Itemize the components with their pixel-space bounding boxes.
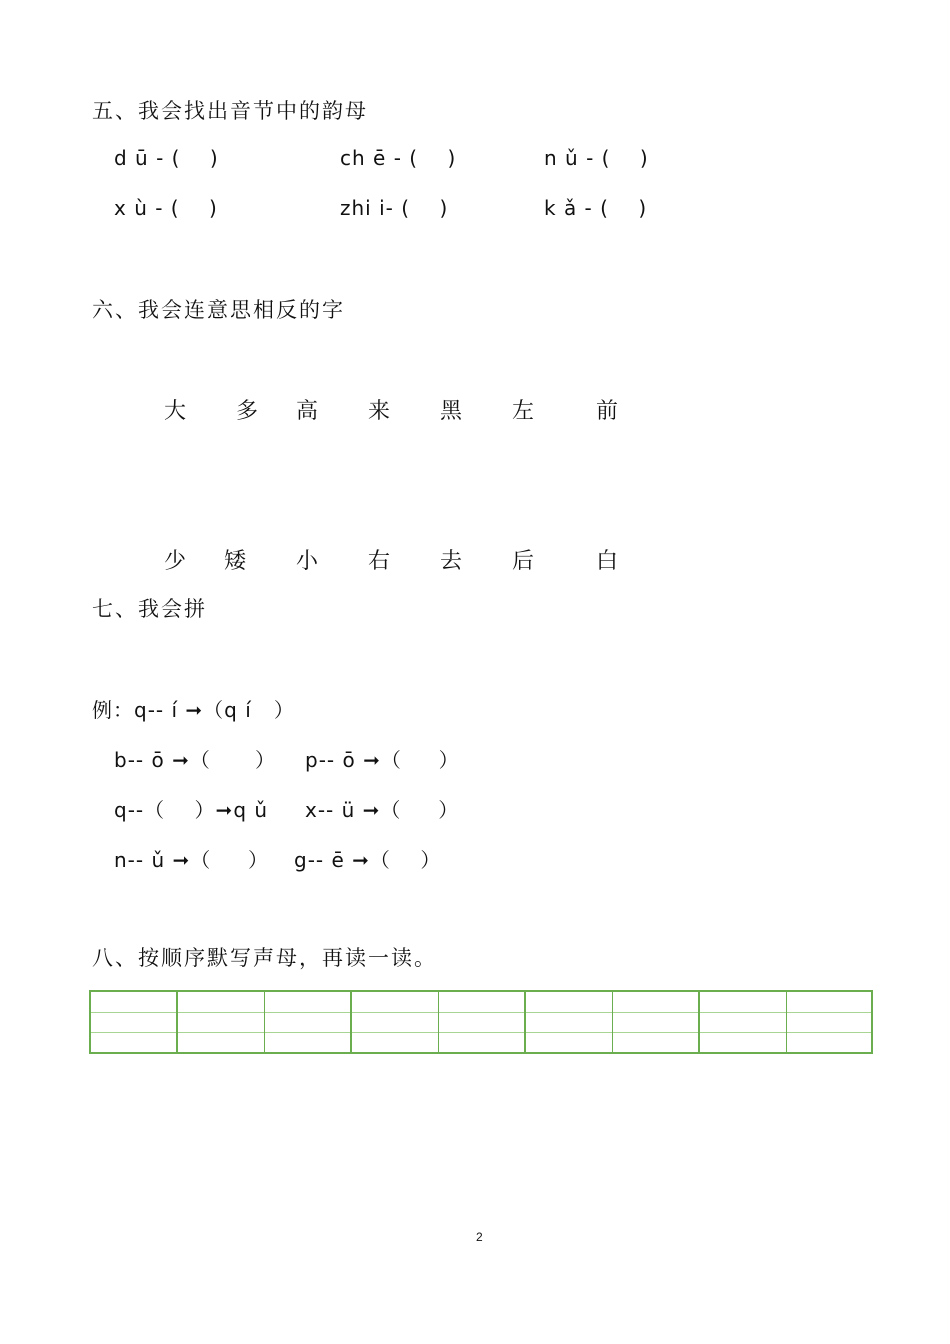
grid-cell[interactable] <box>352 992 439 1052</box>
grid-cell[interactable] <box>178 992 265 1052</box>
opposite-char-top: 多 <box>236 399 259 424</box>
spelling-item: b-- ō ➞（ ） <box>114 748 276 772</box>
opposite-char-top: 黑 <box>440 399 463 424</box>
grid-cell[interactable] <box>439 992 526 1052</box>
opposite-char-bottom: 右 <box>368 549 391 574</box>
syllable-item: d ū - ( ) <box>114 146 219 170</box>
grid-cell[interactable] <box>700 992 787 1052</box>
opposite-char-bottom: 小 <box>296 549 319 574</box>
section8-heading: 八、按顺序默写声母，再读一读。 <box>92 946 437 970</box>
syllable-item: ch ē - ( ) <box>340 146 457 170</box>
opposite-char-bottom: 白 <box>596 549 619 574</box>
grid-cell[interactable] <box>91 992 178 1052</box>
spelling-item: q--（ ）➞q ǔ <box>114 798 269 822</box>
opposite-char-top: 高 <box>296 399 319 424</box>
syllable-item: zhi i- ( ) <box>340 196 449 220</box>
syllable-item: n ǔ - ( ) <box>544 146 649 170</box>
section6-heading: 六、我会连意思相反的字 <box>92 298 345 322</box>
spelling-item: n-- ǔ ➞（ ） <box>114 848 270 872</box>
page-number: 2 <box>476 1230 483 1244</box>
opposite-char-top: 来 <box>368 399 391 424</box>
opposite-char-bottom: 少 <box>164 549 187 574</box>
opposite-char-bottom: 去 <box>440 549 463 574</box>
spelling-item: g-- ē ➞（ ） <box>294 848 442 872</box>
syllable-item: k ǎ - ( ) <box>544 196 648 220</box>
opposite-char-bottom: 后 <box>512 549 535 574</box>
grid-cell[interactable] <box>265 992 352 1052</box>
writing-grid <box>89 990 873 1054</box>
grid-cell[interactable] <box>613 992 700 1052</box>
grid-cell[interactable] <box>787 992 871 1052</box>
syllable-item: x ù - ( ) <box>114 196 218 220</box>
section7-heading: 七、我会拼 <box>92 597 207 621</box>
opposite-char-top: 左 <box>512 399 535 424</box>
section5-heading: 五、我会找出音节中的韵母 <box>92 99 368 123</box>
opposite-char-bottom: 矮 <box>224 549 247 574</box>
opposite-char-top: 大 <box>164 399 187 424</box>
spelling-item: x-- ü ➞（ ） <box>305 798 460 822</box>
opposite-char-top: 前 <box>596 399 619 424</box>
spelling-item: p-- ō ➞（ ） <box>305 748 460 772</box>
spelling-example: 例：q-- í ➞（q í ） <box>92 698 295 722</box>
grid-cell[interactable] <box>526 992 613 1052</box>
